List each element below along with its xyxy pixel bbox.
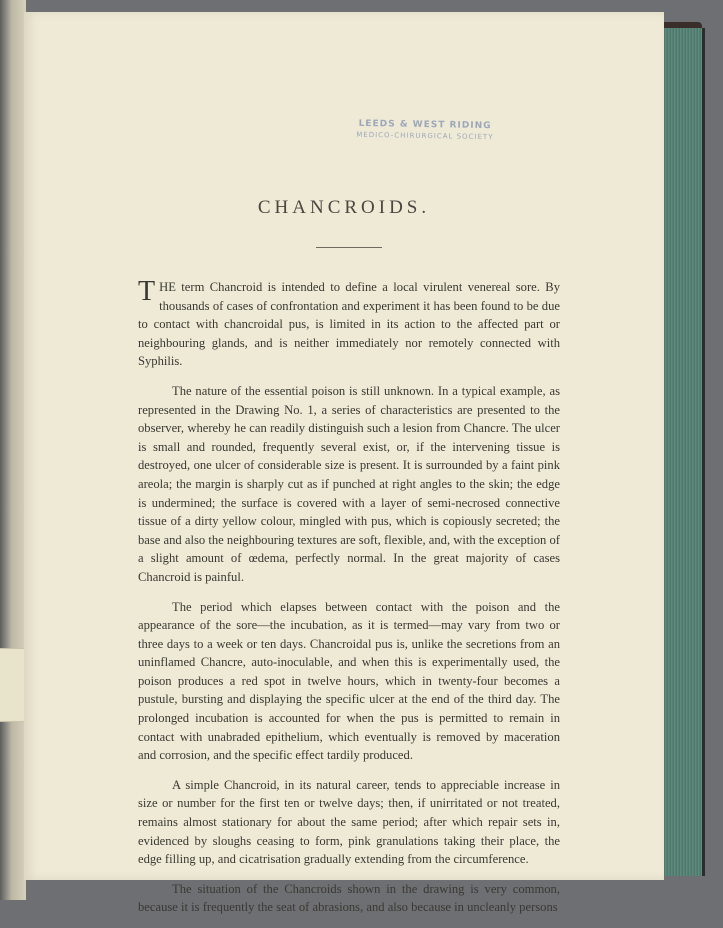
stamp-line-1: LEEDS & WEST RIDING [358,118,492,132]
paragraph-5: The situation of the Chancroids shown in the drawing is very common, because it is frequently the seat of abrasions, and also because in uncleanly persons [138,881,560,915]
paragraph-1 [138,278,560,371]
drop-cap: T [138,276,156,307]
stamp-line-2: MEDICO-CHIRURGICAL SOCIETY [356,130,494,142]
page-tab [0,648,26,722]
library-stamp [340,119,510,142]
page-title: CHANCROIDS. [257,197,431,218]
body-text [138,278,560,928]
title-divider [316,247,382,248]
paragraph-4: A simple Chancroid, in its natural career, tends to appreciable increase in size or number for the first ten or twelve days; then, if unirritated or not treated, remains almost stationary for about the same period; after which repair sets in, evidenced by sloughs ceasing to form, pink granulations taking their place, the edge filling up, and cicatrisation gradually extending from the circumference. [138,777,560,867]
book-cover-left [0,0,26,900]
page-stack-edge [662,28,705,876]
paragraph-1-text: HE term Chancroid is intended to define a local virulent venereal sore. By thousands of cases of confrontation and experiment it has been found to be due to contact with chancroidal pus, is limited in its action to the affected part or neighbouring glands, and is neither immediately nor remotely connected with Syphilis. [138,280,560,369]
paragraph-3: The period which elapses between contact with the poison and the appearance of the sore—the incubation, as it is termed—may vary from two or three days to a week or ten days. Chancroidal pus is, unlike the secretions from an uninflamed Chancre, auto-inoculable, and when this is experimentally used, the poison produces a red spot in twelve hours, which in twenty-four becomes a pustule, bursting and displaying the specific ulcer at the end of the third day. The prolonged incubation is accounted for when the pus is permitted to remain in contact with unabraded epithelium, which eventually is removed by maceration and corrosion, and the specific effect tardily produced. [138,599,560,763]
paragraph-2: The nature of the essential poison is still unknown. In a typical example, as represented in the Drawing No. 1, a series of characteristics are presented to the observer, whereby he can readily distinguish such a lesion from Chancre. The ulcer is small and rounded, frequently several exist, or, if the intervening tissue is destroyed, one ulcer of considerable size is present. It is surrounded by a faint pink areola; the margin is sharply cut as if punched at right angles to the skin; the edge is undermined; the surface is covered with a layer of semi-necrosed connective tissue of a dirty yellow colour, mingled with pus, which is copiously secreted; the base and also the neighbouring textures are soft, flexible, and, with the exception of a slight amount of œdema, perfectly normal. In the great majority of cases Chancroid is painful. [138,383,560,584]
